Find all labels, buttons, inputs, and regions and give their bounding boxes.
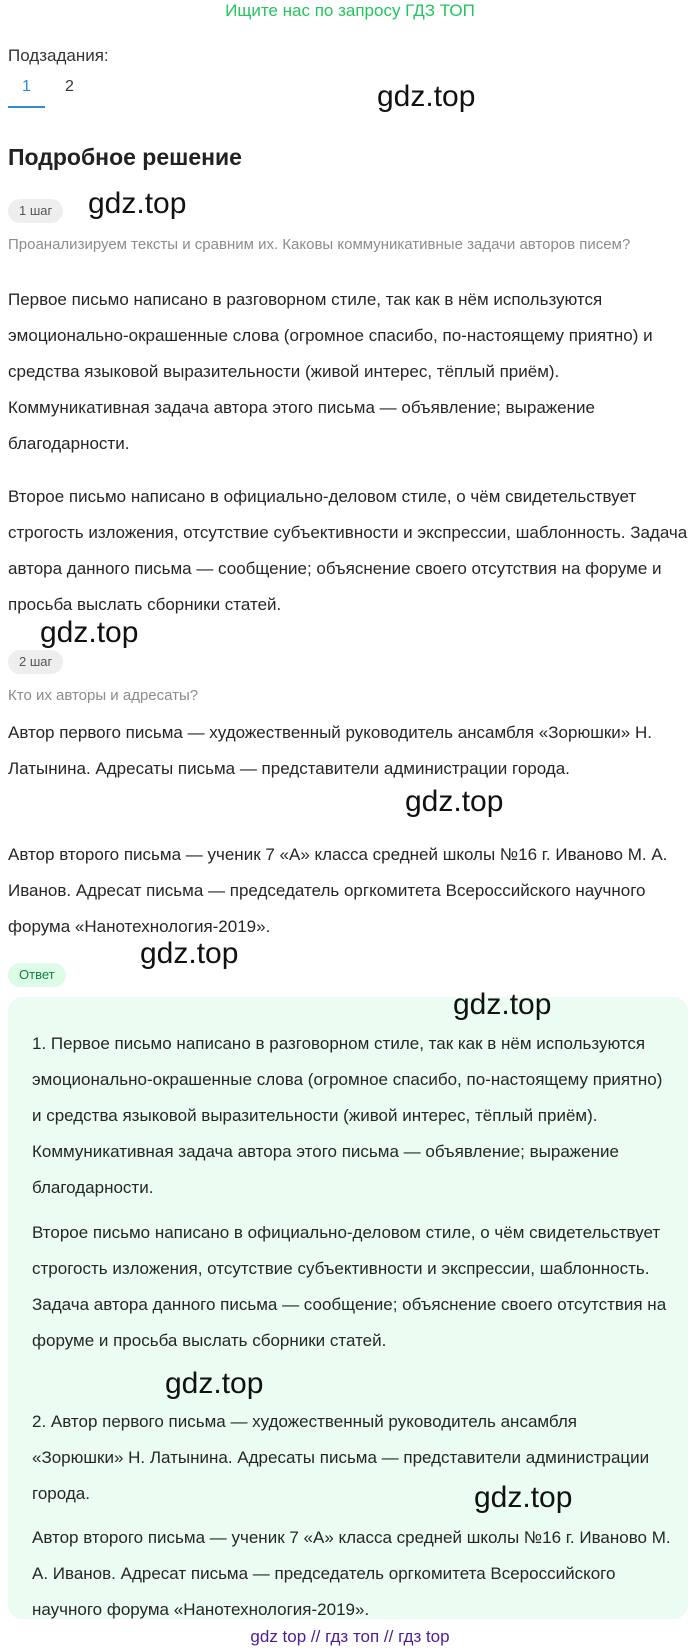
step-1-badge: 1 шаг	[8, 199, 63, 223]
answer-paragraph-1: 1. Первое письмо написано в разговорном стиле, так как в нём используются эмоционально-окрашенные слова (огромное спасибо, по-настоящему приятно) и средства языковой выразительности (живой интерес, тёплый приём). Коммуникативная задача автора этого письма — объявление; выражение благодарности.	[32, 1034, 663, 1197]
step-1-question: Проанализируем тексты и сравним их. Каковы коммуникативные задачи авторов писем?	[8, 236, 631, 253]
step-2-paragraph-1: Автор первого письма — художественный руководитель ансамбля «Зорюшки» Н. Латынина. Адресаты письма — представители администрации города.	[8, 723, 652, 778]
step-1-paragraph-1: Первое письмо написано в разговорном стиле, так как в нём используются эмоционально-окрашенные слова (огромное спасибо, по-настоящему приятно) и средства языковой выразительности (живой интерес, тёплый приём). Коммуникативная задача автора этого письма — объявление; выражение благодарности.	[8, 290, 653, 453]
watermark: gdz.top	[453, 988, 552, 1021]
watermark: gdz.top	[140, 937, 239, 970]
watermark: gdz.top	[165, 1367, 264, 1400]
answer-badge: Ответ	[8, 963, 66, 987]
watermark: gdz.top	[377, 80, 476, 113]
watermark: gdz.top	[40, 616, 139, 649]
step-2-question: Кто их авторы и адресаты?	[8, 687, 199, 704]
subtasks-label: Подзадания:	[8, 46, 109, 65]
solution-title: Подробное решение	[8, 144, 242, 170]
subtask-tab-1[interactable]: 1	[22, 78, 31, 95]
search-promo-banner: Ищите нас по запросу ГДЗ ТОП	[225, 1, 475, 20]
watermark: gdz.top	[88, 187, 187, 220]
step-2-paragraph-2: Автор второго письма — ученик 7 «А» класса средней школы №16 г. Иваново М. А. Иванов. Адресат письма — председатель оргкомитета Всероссийского научного форума «Нанотехнология-2019».	[8, 845, 668, 936]
step-2-badge: 2 шаг	[8, 650, 63, 674]
subtask-tab-2[interactable]: 2	[65, 78, 74, 95]
answer-paragraph-2: Второе письмо написано в официально-деловом стиле, о чём свидетельствует строгость изложения, отсутствие субъективности и экспрессии, шаблонность. Задача автора данного письма — сообщение; объяснение своего отсутствия на форуме и просьба выслать сборники статей.	[32, 1223, 667, 1350]
answer-paragraph-3: 2. Автор первого письма — художественный руководитель ансамбля «Зорюшки» Н. Латынина. Адресаты письма — представители администрации города.	[32, 1412, 650, 1503]
watermark: gdz.top	[405, 785, 504, 818]
step-1-paragraph-2: Второе письмо написано в официально-деловом стиле, о чём свидетельствует строгость изложения, отсутствие субъективности и экспрессии, шаблонность. Задача автора данного письма — сообщение; объяснение своего отсутствия на форуме и просьба выслать сборники статей.	[8, 487, 688, 614]
answer-paragraph-4: Автор второго письма — ученик 7 «А» класса средней школы №16 г. Иваново М. А. Иванов. Адресат письма — председатель оргкомитета Всероссийского научного форума «Нанотехнология-2019».	[32, 1528, 671, 1619]
active-tab-indicator	[8, 106, 45, 108]
watermark: gdz.top	[474, 1481, 573, 1514]
footer-links: gdz top // гдз топ // гдз top	[250, 1627, 450, 1646]
